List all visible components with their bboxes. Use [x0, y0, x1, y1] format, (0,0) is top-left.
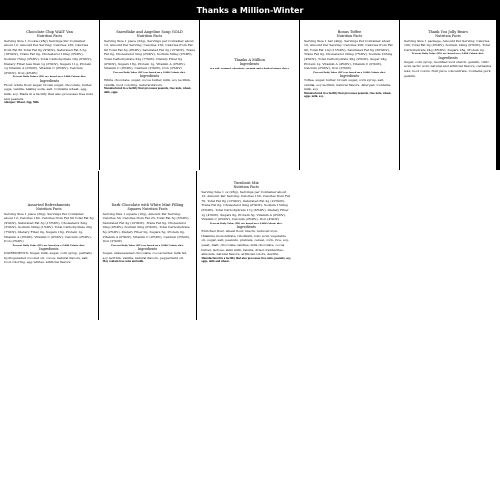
card-board: [0, 20, 500, 500]
card-daily-value-note: Percent Daily Values (DV) are based on a 2,000 Calorie diet.: [12, 75, 87, 79]
card-thanks-a-million[interactable]: [200, 20, 299, 170]
window-title: [0, 0, 500, 20]
card-dark-chocolate-mint[interactable]: [99, 171, 197, 320]
card-nutrition: Serving Size 1 piece (30g), Servings Per Container about 12, Calories 140, Calories from Fat 60 Total Fat 6g (9%DV), Saturated Fat 3g (15%DV), Cholesterol 5mg (2%DV), Sodium 30mg (1%DV), Total Carbohydrate 20g (7%DV), Dietary Fiber 0g, Sugars 16g, Protein 1g, Vitamin A (0%DV), Vitamin C (0%DV), Calcium (2%DV), Iron (2%DV): [4, 211, 94, 244]
card-title: Turnbout Mix: [233, 181, 259, 185]
card-subtitle: Ingredients: [239, 62, 260, 67]
card-turnbout-mix[interactable]: [197, 171, 295, 320]
card-subtitle: Nutrition Facts: [136, 34, 163, 39]
card-nutrition: Serving Size 1 oz (28g), Servings per Container about 12, Amount Per Serving: Calories 150, Calories from Fat 70, Total Fat 8g (12%DV), Saturated Fat 2g (10%DV), Trans Fat 0g, Cholesterol 0mg (0%DV), Sodium 150mg (6%DV), Total Carbohydrate 17g (6%DV), Dietary Fiber 1g (4%DV), Sugars 6g, Protein 3g, Vitamin A (0%DV), Vitamin C (0%DV), Calcium (2%DV), Iron (4%DV): [201, 189, 291, 222]
window-title-text: Thanks a Million-Winter: [196, 5, 304, 15]
card-allergen-note: May contain tree nuts and milk.: [102, 260, 144, 264]
card-ingredients: Flour, white flour, sugar, brown sugar, chocolate, butter, eggs, vanilla, baking soda, salt. Contains wheat, egg, milk, soy. Made in a facility that also processes tree nuts and peanuts.: [4, 82, 93, 101]
card-ingredients-heading: Ingredients: [236, 224, 256, 229]
card-nutrition: Serving Size 1 package, Amount Per Serving: Calories 100, Total Fat 0g (0%DV), Sodium 10mg (0%DV), Total Carbohydrate 24g (8%DV), Sugars 18g, Protein 2g: [404, 38, 490, 52]
card-ingredients: Enriched flour, wheat flour, niacin, reduced iron, thiamine mononitrate, riboflavin, folic acid, vegetable oil, sugar, salt, peanuts, pretzels, cereal, corn, rice, soy, yeast, malt, chocolate candies, milk chocolate, cocoa butter, lactose, skim milk, raisins, dried cranberries, almonds, natural flavors, artificial colors, dextrin.: [201, 229, 289, 257]
card-title: Snowflake and Angeline Soup GOLD: [116, 30, 183, 34]
card-subtitle: Nutrition Facts: [435, 34, 461, 39]
card-ingredients-heading: Ingredients: [139, 73, 160, 78]
card-allergen-note: Manufactured in a facility that processes peanuts, tree nuts, wheat, eggs, milk, soy.: [304, 91, 392, 99]
card-snowflake-soup[interactable]: [100, 20, 199, 170]
card-nutrition: Serving Size 1 piece (32g), Servings per Container about 12, Amount Per Serving: Calories 150, Calories from Fat 60 Total Fat 6g (9%DV), Saturated Fat 3g (15%DV), Trans Fat 0g, Cholesterol 5mg (2%DV), Sodium 50mg (2%DV), Total Carbohydrate 22g (7%DV), Dietary Fiber 0g (0%DV), Sugars 18g, Protein 1g, Vitamin A (0%DV), Vitamin C (0%DV), Calcium (2%DV), Iron (2%DV): [104, 38, 195, 71]
card-daily-value-note: Percent Daily Value (DV) are based on a 2,000 Calorie diet.: [113, 70, 186, 74]
card-row-2: [0, 171, 295, 320]
card-subtitle: Nutrition Facts: [233, 185, 259, 190]
card-ingredients: INGREDIENTS: Sugar, milk, sugar, corn syrup, partially hydrogenated coconut oil, cocoa, natural flavors, salt, food coloring, egg whites, artificial flavors.: [4, 251, 93, 265]
card-subtitle: Nutrition Facts: [336, 34, 363, 39]
card-ingredients-heading: Ingredients: [39, 78, 60, 83]
card-title: Bonus Toffee: [337, 30, 362, 34]
card-subtitle: Nutrition Facts: [36, 207, 62, 212]
card-daily-value-note: Percent Daily Value (DV) are based on a 2,000 Calorie diet.: [313, 70, 386, 74]
card-allergen-note: Manufactured in a facility that processes peanuts, tree nuts, wheat, milk, eggs.: [104, 87, 192, 94]
card-daily-value-note: Percent Daily Value (DV) are based on a 2,000 Calorie diet.: [111, 243, 184, 247]
card-daily-value-note: Percent Daily Value (DV) are based on a 2,000 Calorie diet.: [209, 221, 283, 225]
card-nutrition: Serving Size 1 bar (40g), Servings Per Container about 10, Amount Per Serving: Calories 200, Calories from Fat 90, Total Fat 10g (15%DV), Saturated Fat 6g (30%DV), Trans Fat 0g, Cholesterol 20mg (7%DV), Sodium 105mg (4%DV), Total Carbohydrate 26g (9%DV), Sugar 24g, Protein 1g, Vitamin A (4%DV), Vitamin C (0%DV), Calcium (2%DV), Iron (2%DV): [304, 38, 393, 71]
card-row-1: [0, 20, 500, 170]
card-allergen-note: Manufactured in a facility that also processes tree nuts, peanuts, soy, eggs, milk and wheat.: [201, 256, 292, 263]
card-chocolate-chip[interactable]: [0, 20, 99, 170]
card-ingredients-heading: Ingredients: [339, 73, 360, 78]
card-title: Assorted Refreshments: [27, 203, 71, 207]
card-subtitle: Squares Nutrition Facts: [127, 207, 168, 212]
card-title: Dark Chocolate with White Mint Filling: [111, 203, 184, 207]
card-ingredients: Sugar, unsweetened chocolate, cocoa butter, milk fat, soy lecithin, vanilla, natural flavors, peppermint oil.: [102, 251, 187, 260]
card-bonus-toffee[interactable]: [300, 20, 399, 170]
card-nutrition: Serving Size 1 square (10g), Amount Per Serving: Calories 50, Calories from Fat 25, Total Fat 3g (5%DV), Saturated Fat 2g (10%DV), Trans Fat 0g, Cholesterol 0mg (0%DV), Sodium 0mg (0%DV), Total Carbohydrate 6g (2%DV), Dietary Fiber 0g, Sugars 5g, Protein 0g, Vitamin A (0%DV), Vitamin C (0%DV), Calcium (0%DV), Iron (2%DV): [102, 211, 191, 244]
card-subtitle: Nutrition Facts: [36, 34, 63, 39]
card-assorted-refreshments[interactable]: [0, 171, 98, 320]
card-title: Chocolate Chip WAIT Van: [26, 30, 73, 34]
card-title: Thanks A Million: [234, 58, 265, 62]
card-ingredients-heading: Ingredients: [137, 246, 158, 251]
card-jolly-bears[interactable]: [400, 20, 496, 170]
card-allergen-note: Allergen: Wheat, Egg, Milk: [4, 101, 39, 105]
card-ingredients-heading: Ingredients: [438, 55, 458, 60]
card-daily-value-note: Percent Daily Value (DV) are based on a 2,000 Calorie diet.: [411, 52, 485, 56]
card-daily-value-note: Percent Daily Value (DV) are based on a 2,000 Calorie diet.: [12, 243, 86, 247]
card-title: Thank You Jolly Bears: [428, 30, 468, 34]
card-nutrition: Serving Size 1 Cookie (28g) Servings Per Container about 12, Amount Per Serving: Calories 130, Calories from Fat 60 Total Fat 6g (9%DV), Saturated Fat 3.5g (18%DV), Trans Fat 0g, Cholesterol 10mg (3%DV), Sodium 75mg (3%DV), Total Carbohydrate 18g (6%DV), Dietary Fiber less than 1g (2%DV), Sugars 11g, Protein 1g Vitamin A (0%DV), Vitamin C (0%DV), Calcium (0%DV), Iron (4%DV): [4, 38, 92, 75]
card-ingredients-heading: Ingredients: [39, 246, 59, 251]
card-ingredients: Toffee, sugar, butter, brown sugar, corn syrup, salt, vanilla, soy lecithin, natural flavors. Allergen: Contains milk, soy.: [304, 78, 391, 92]
card-ingredients: Sugar, corn syrup, modified food starch, gelatin, citric acid, lactic acid, natural and artificial flavors, carnauba wax, food colors, fruit juice concentrate. Contains pork gelatin.: [404, 59, 492, 78]
card-ingredients: White chocolate, sugar, cocoa butter, milk, soy lecithin, vanilla, food coloring, natural flavors.: [104, 78, 191, 87]
card-ingredient-note: sea salt, caramel, chocolate, coconut and a dash of winter cheer: [210, 66, 289, 70]
